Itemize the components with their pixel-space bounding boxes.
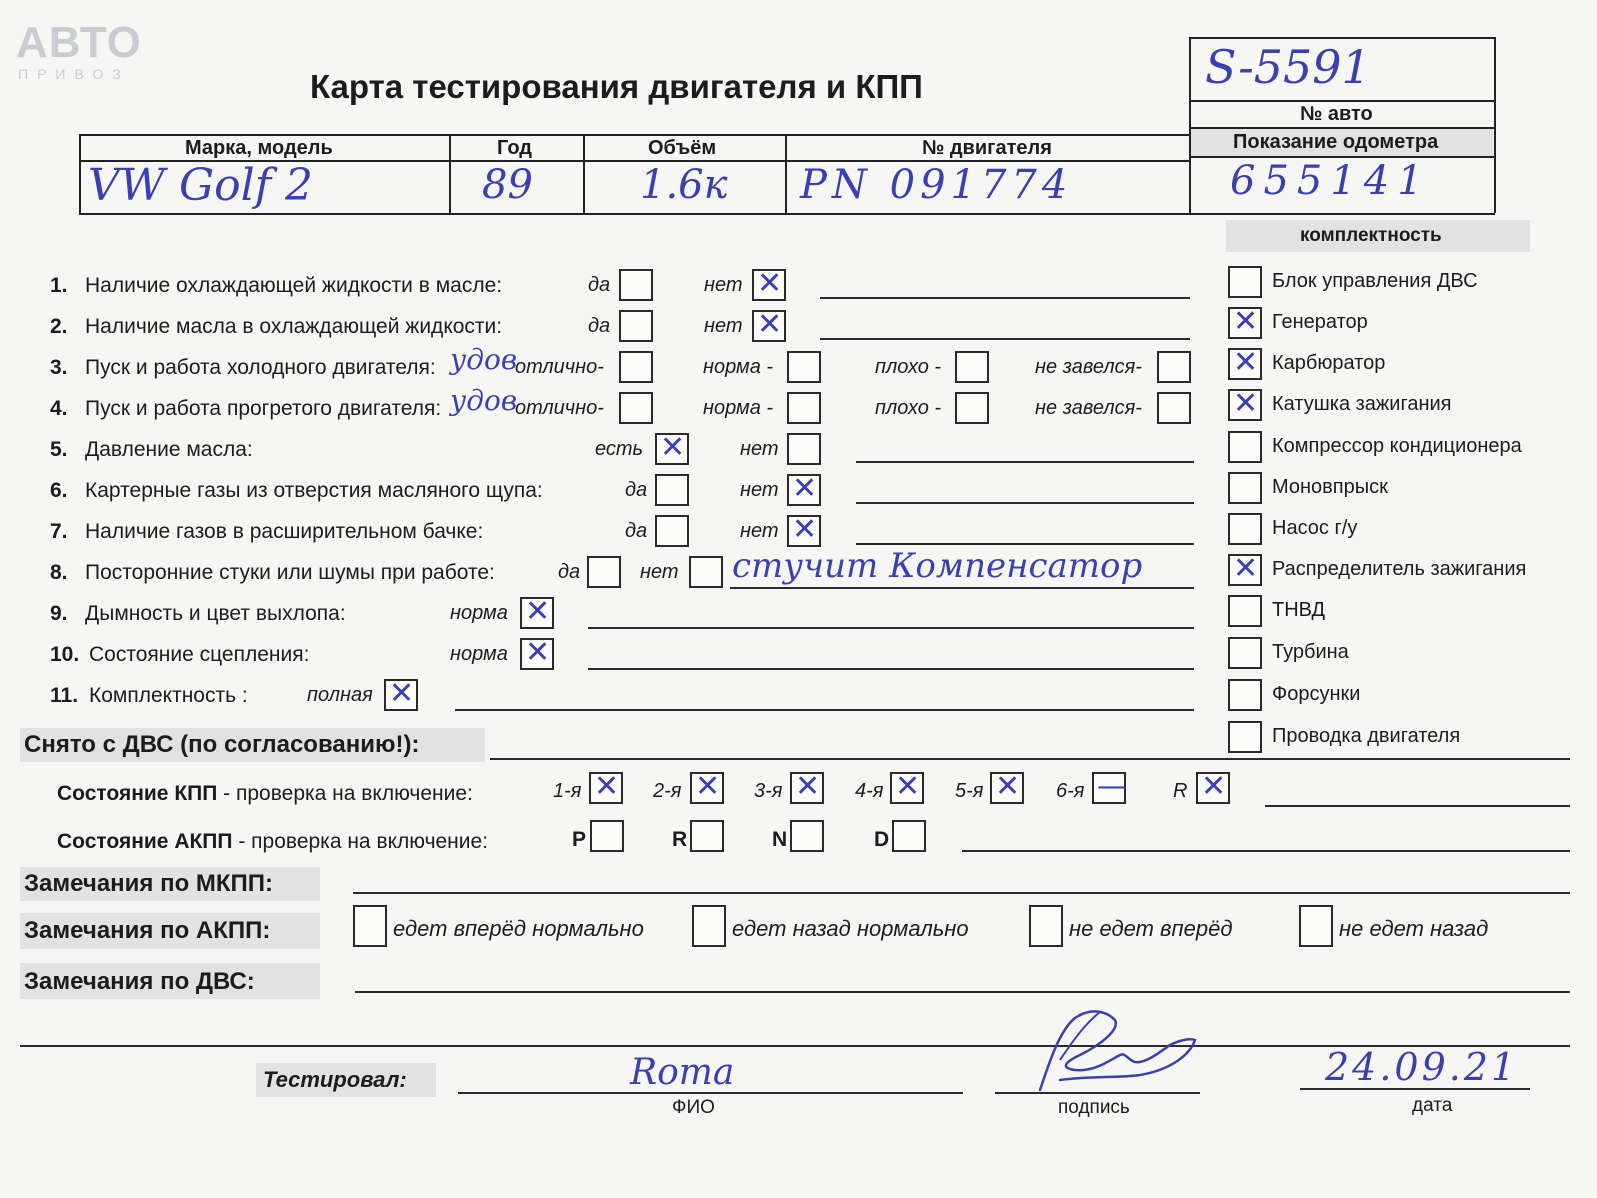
check-label: Наличие масла в охлаждающей жидкости: [85, 315, 503, 338]
completeness-item-label: Моновпрыск [1272, 476, 1388, 498]
check-number: 7. [50, 520, 68, 543]
completeness-item-label: ТНВД [1272, 599, 1326, 621]
option-yes-checkbox[interactable] [655, 474, 689, 506]
auto-number-label: № авто [1300, 103, 1373, 125]
check-number: 9. [50, 602, 68, 625]
completeness-checkbox[interactable] [1228, 266, 1262, 298]
gear-label: 1-я [553, 780, 582, 802]
start-option-label: норма - [703, 397, 774, 419]
option-no-checkbox[interactable] [787, 512, 821, 547]
completeness-checkbox[interactable] [1228, 551, 1262, 586]
start-option-label: норма - [703, 356, 774, 378]
option-yes-checkbox[interactable] [619, 269, 653, 301]
remarks-dvs-label: Замечания по ДВС: [24, 968, 255, 995]
start-option-label: не завелся- [1035, 397, 1142, 419]
akpp-mode-checkbox[interactable] [790, 820, 824, 852]
start-option-checkbox[interactable] [787, 392, 821, 424]
logo-sub: ПРИВОЗ [18, 66, 130, 82]
completeness-checkbox[interactable] [1228, 345, 1262, 380]
option-label: да [625, 479, 648, 501]
check-mark: ✕ [594, 769, 620, 804]
model-label: Марка, модель [185, 137, 333, 159]
check-mark: ✕ [1233, 551, 1259, 586]
gear-label: 5-я [955, 780, 984, 802]
completeness-checkbox[interactable] [1228, 431, 1262, 463]
check-mark: ✕ [757, 266, 783, 301]
volume-label: Объём [648, 137, 717, 159]
akpp-remark-label: не едет назад [1339, 916, 1489, 941]
check-mark: ✕ [695, 769, 721, 804]
check-mark: ✕ [1233, 304, 1259, 339]
akpp-label: Состояние АКПП - проверка на включение: [57, 830, 489, 853]
completeness-item-label: Карбюратор [1272, 352, 1386, 374]
model-value: VW Golf 2 [88, 160, 313, 211]
date-caption: дата [1412, 1095, 1453, 1116]
gear-checkbox[interactable] [990, 769, 1024, 804]
completeness-checkbox[interactable] [1228, 472, 1262, 504]
start-option-checkbox[interactable] [1157, 351, 1191, 383]
completeness-item-label: Насос г/у [1272, 517, 1358, 539]
option-label: норма [450, 602, 508, 624]
signature-caption: подпись [1058, 1097, 1130, 1118]
gear-label: 3-я [754, 780, 783, 802]
start-option-label: плохо - [875, 397, 942, 419]
answer-line [588, 627, 1194, 629]
check-number: 11. [50, 684, 79, 707]
option-label: норма [450, 643, 508, 665]
start-option-label: не завелся- [1035, 356, 1142, 378]
start-option-checkbox[interactable] [787, 351, 821, 383]
answer-line [455, 709, 1194, 711]
handwritten-note: стучит Компенсатор [732, 546, 1143, 586]
option-yes-checkbox[interactable] [619, 310, 653, 342]
handwritten-note: удов [450, 343, 518, 376]
check-mark: ✕ [995, 769, 1021, 804]
option-label: нет [740, 438, 779, 460]
option-yes-checkbox[interactable] [655, 515, 689, 547]
option-label: полная [307, 684, 373, 706]
completeness-checkbox[interactable] [1228, 304, 1262, 339]
completeness-item-label: Турбина [1272, 641, 1349, 663]
check-number: 2. [50, 315, 68, 338]
check-mark: ✕ [1233, 386, 1259, 421]
akpp-remark-label: едет назад нормально [732, 916, 969, 941]
start-option-checkbox[interactable] [955, 392, 989, 424]
option-label: нет [740, 520, 779, 542]
akpp-mode-checkbox[interactable] [892, 820, 926, 852]
start-option-checkbox[interactable] [619, 392, 653, 424]
check-mark: ✕ [525, 635, 551, 670]
signature [1020, 1000, 1210, 1100]
completeness-checkbox[interactable] [1228, 513, 1262, 545]
check-mark: ✕ [389, 676, 415, 711]
answer-line [588, 668, 1194, 670]
check-number: 10. [50, 643, 80, 666]
check-label: Комплектность : [89, 684, 248, 707]
option-label: есть [595, 438, 644, 460]
completeness-item-label: Распределитель зажигания [1272, 558, 1527, 580]
start-option-label: отлично- [515, 397, 604, 419]
gear-checkbox[interactable] [790, 769, 824, 804]
akpp-mode-checkbox[interactable] [590, 820, 624, 852]
gear-label: 2-я [653, 780, 682, 802]
gear-checkbox[interactable] [589, 769, 623, 804]
completeness-checkbox[interactable] [1228, 595, 1262, 627]
akpp-remark-checkbox[interactable] [692, 905, 726, 947]
kpp-label: Состояние КПП - проверка на включение: [57, 782, 473, 805]
removed-label: Снято с ДВС (по согласованию!): [24, 731, 420, 758]
answer-line [856, 543, 1194, 545]
check-number: 8. [50, 561, 68, 584]
akpp-remark-label: не едет вперёд [1069, 916, 1233, 941]
tested-label: Тестировал: [263, 1067, 407, 1092]
check-mark: ✕ [1233, 345, 1259, 380]
check-number: 3. [50, 356, 68, 379]
odometer-label: Показание одометра [1233, 131, 1439, 153]
completeness-checkbox[interactable] [1228, 637, 1262, 669]
gear-checkbox[interactable] [890, 769, 924, 804]
completeness-checkbox[interactable] [1228, 721, 1262, 753]
completeness-item-label: Компрессор кондиционера [1272, 435, 1522, 457]
akpp-mode-label: P [572, 828, 587, 851]
answer-line [856, 502, 1194, 504]
option-label: да [558, 561, 581, 583]
handwritten-note: удов [450, 384, 518, 417]
check-mark: ✕ [757, 307, 783, 342]
year-label: Год [497, 137, 532, 159]
option-label: нет [704, 274, 743, 296]
name-caption: ФИО [672, 1097, 715, 1118]
engine-number-label: № двигателя [922, 137, 1052, 159]
start-option-label: плохо - [875, 356, 942, 378]
akpp-remark-label: едет вперёд нормально [393, 916, 644, 941]
answer-line [730, 587, 1194, 589]
start-option-checkbox[interactable] [1157, 392, 1191, 424]
akpp-mode-label: N [772, 828, 788, 851]
check-label: Наличие газов в расширительном бачке: [85, 520, 484, 543]
answer-line [856, 461, 1194, 463]
gear-checkbox[interactable] [1092, 769, 1127, 804]
check-mark: ✕ [525, 594, 551, 629]
option-yes-checkbox[interactable] [587, 556, 621, 588]
auto-number-value: S-5591 [1205, 40, 1371, 94]
option-checkbox[interactable] [384, 676, 418, 711]
completeness-title: комплектность [1300, 225, 1442, 246]
option-label: да [588, 274, 611, 296]
logo-main: АВТО [16, 18, 142, 67]
option-checkbox[interactable] [520, 635, 554, 670]
check-number: 6. [50, 479, 68, 502]
gear-label: 4-я [855, 780, 884, 802]
option-label: да [625, 520, 648, 542]
odometer-value: 655141 [1230, 158, 1431, 204]
akpp-mode-label: R [672, 828, 688, 851]
gear-label: 6-я [1056, 780, 1085, 802]
option-no-checkbox[interactable] [752, 266, 786, 301]
check-label: Наличие охлаждающей жидкости в масле: [85, 274, 503, 297]
option-no-checkbox[interactable] [787, 433, 821, 465]
akpp-mode-checkbox[interactable] [690, 820, 724, 852]
check-mark: — [1097, 769, 1127, 804]
check-number: 5. [50, 438, 68, 461]
akpp-remark-checkbox[interactable] [1029, 905, 1063, 947]
option-label: нет [640, 561, 679, 583]
check-label: Пуск и работа холодного двигателя: [85, 356, 436, 379]
answer-line [820, 338, 1190, 340]
remarks-mkpp-label: Замечания по МКПП: [24, 870, 274, 897]
option-no-checkbox[interactable] [752, 307, 786, 342]
remarks-akpp-label: Замечания по АКПП: [24, 917, 271, 944]
option-no-checkbox[interactable] [689, 556, 723, 588]
check-mark: ✕ [660, 430, 686, 465]
date-value: 24.09.21 [1325, 1045, 1519, 1089]
completeness-item-label: Форсунки [1272, 683, 1361, 705]
check-label: Состояние сцепления: [89, 643, 310, 666]
option-label: да [588, 315, 611, 337]
check-number: 1. [50, 274, 68, 297]
akpp-remark-checkbox[interactable] [353, 905, 387, 947]
completeness-item-label: Катушка зажигания [1272, 393, 1452, 415]
check-mark: ✕ [795, 769, 821, 804]
page-title: Карта тестирования двигателя и КПП [310, 68, 923, 105]
check-number: 4. [50, 397, 68, 420]
akpp-remark-checkbox[interactable] [1299, 905, 1333, 947]
start-option-label: отлично- [515, 356, 604, 378]
akpp-mode-label: D [874, 828, 890, 851]
option-yes-checkbox[interactable] [655, 430, 689, 465]
check-mark: ✕ [792, 512, 818, 547]
answer-line [820, 297, 1190, 299]
gear-checkbox[interactable] [690, 769, 724, 804]
completeness-item-label: Блок управления ДВС [1272, 270, 1478, 292]
gear-checkbox[interactable] [1196, 769, 1230, 804]
completeness-item-label: Проводка двигателя [1272, 725, 1461, 747]
check-label: Давление масла: [85, 438, 253, 461]
tester-name: Roma [630, 1052, 735, 1093]
completeness-checkbox[interactable] [1228, 386, 1262, 421]
option-label: нет [704, 315, 743, 337]
check-label: Дымность и цвет выхлопа: [85, 602, 346, 625]
check-mark: ✕ [895, 769, 921, 804]
start-option-checkbox[interactable] [619, 351, 653, 383]
check-label: Пуск и работа прогретого двигателя: [85, 397, 442, 420]
engine-number-value: PN 091774 [800, 162, 1073, 208]
start-option-checkbox[interactable] [955, 351, 989, 383]
check-label: Картерные газы из отверстия масляного щупа: [85, 479, 543, 502]
check-mark: ✕ [1201, 769, 1227, 804]
gear-label: R [1173, 780, 1188, 802]
completeness-item-label: Генератор [1272, 311, 1368, 333]
volume-value: 1.6к [640, 162, 728, 208]
year-value: 89 [482, 162, 533, 208]
completeness-checkbox[interactable] [1228, 679, 1262, 711]
check-mark: ✕ [792, 471, 818, 506]
option-label: нет [740, 479, 779, 501]
check-label: Посторонние стуки или шумы при работе: [85, 561, 495, 584]
option-no-checkbox[interactable] [787, 471, 821, 506]
option-checkbox[interactable] [520, 594, 554, 629]
